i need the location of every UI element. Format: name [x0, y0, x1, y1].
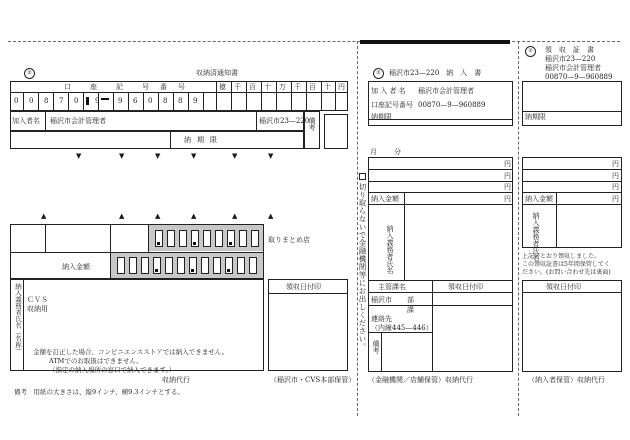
- amount-label: 納入金額: [62, 263, 90, 271]
- form-symbol-middle: ②: [373, 68, 384, 79]
- notice-line-1: 金額を訂正した場合、コンビニエンスストアでは納入できません。: [33, 348, 229, 356]
- right-payer-label: 納入義務者氏名: [532, 212, 540, 261]
- middle-contact: 連絡先: [371, 315, 392, 323]
- middle-dept-city: 稲沢市: [371, 296, 392, 304]
- middle-amount-label: 納入金額: [371, 195, 399, 203]
- notice-line-3: （指定の納入場所の窓口で納入できます。）: [49, 366, 176, 374]
- left-stamp-footer: （稲沢市・CVS本部保管）: [270, 376, 356, 384]
- right-amount-label: 納入金額: [525, 195, 553, 203]
- middle-payee-label: 加 入 者 名: [371, 87, 406, 95]
- receipt-note-2: この領収証書は5年間保管してく: [522, 261, 610, 268]
- middle-period: 分: [394, 148, 401, 156]
- stamp-small-box: [324, 114, 348, 149]
- cvs-title: ＣＶＳ: [27, 296, 48, 304]
- notice-line-2: ATMでのお取扱はできません。: [49, 357, 143, 365]
- biko-label: 備考: [308, 117, 316, 131]
- right-city-code: 稲沢市23—220: [545, 55, 596, 63]
- cvs-sub: 収納用: [27, 305, 48, 313]
- left-stamp-label: 領収日付印: [286, 283, 321, 291]
- right-top-box: [522, 81, 622, 112]
- top-black-band: [360, 40, 510, 44]
- left-title: 収納済通知書: [196, 69, 238, 77]
- torimatome-label: 取りまとめ店: [268, 236, 310, 244]
- deadline-row: [10, 131, 304, 149]
- digit-separator-mark: [101, 98, 109, 100]
- middle-payee-name: 稲沢市会計管理者: [418, 87, 474, 95]
- deadline-label: 納: [184, 136, 191, 144]
- right-stamp-label: 領収日付印: [546, 283, 581, 291]
- receipt-note-3: ださい。(お問い合わせ先は裏面): [522, 269, 611, 276]
- middle-month: 月: [370, 148, 377, 156]
- digit-separator-mark: [86, 97, 89, 105]
- middle-title: 稲沢市23—220 納 入 書: [389, 69, 482, 77]
- middle-deadline: 納期限: [371, 113, 392, 121]
- right-account-value: 00870—9—960889: [545, 73, 613, 81]
- payee-label: 加入者名: [12, 117, 40, 125]
- right-footer: （納入者保管）収納代行: [528, 376, 605, 384]
- perforation-middle-right: [518, 41, 519, 416]
- form-symbol-left: ②: [24, 68, 35, 79]
- middle-stamp-label: 領収日付印: [448, 283, 483, 291]
- top-perforation: [8, 41, 620, 42]
- footnote: 備考 用紙の大きさは、縦9インチ、横9.3インチとする。: [14, 388, 185, 396]
- middle-biko: 備考: [372, 340, 380, 354]
- middle-account-label: 口座記号番号: [371, 101, 413, 109]
- middle-payer-label: 納入義務者氏名: [386, 225, 394, 274]
- cut-mark-square: [359, 173, 366, 180]
- middle-footer: （金融機関／店舗保管）収納代行: [368, 376, 473, 384]
- right-payee-name: 稲沢市会計管理者: [545, 64, 601, 72]
- payee-name: 稲沢市会計管理者: [50, 117, 106, 125]
- middle-dept-label: 主管課名: [378, 283, 406, 291]
- shunodairi-left: 収納代行: [162, 376, 190, 384]
- payer-name-vertical: 納入義務者氏名（名称）: [14, 283, 22, 355]
- middle-extension: （内線445—446）: [371, 324, 433, 332]
- middle-account-value: 00870—9—960889: [418, 101, 486, 109]
- cut-instruction-text: 切り取らないで金融機関等にお出しください。: [358, 183, 367, 351]
- city-code: 稲沢市23—220: [259, 117, 310, 125]
- right-stamp-box: [522, 280, 622, 372]
- right-title: 領 収 証 書: [545, 46, 594, 54]
- form-symbol-right: ②: [525, 46, 536, 57]
- right-deadline: 納期限: [525, 113, 546, 121]
- receipt-note-1: 上記のとおり領収しました。: [522, 253, 601, 260]
